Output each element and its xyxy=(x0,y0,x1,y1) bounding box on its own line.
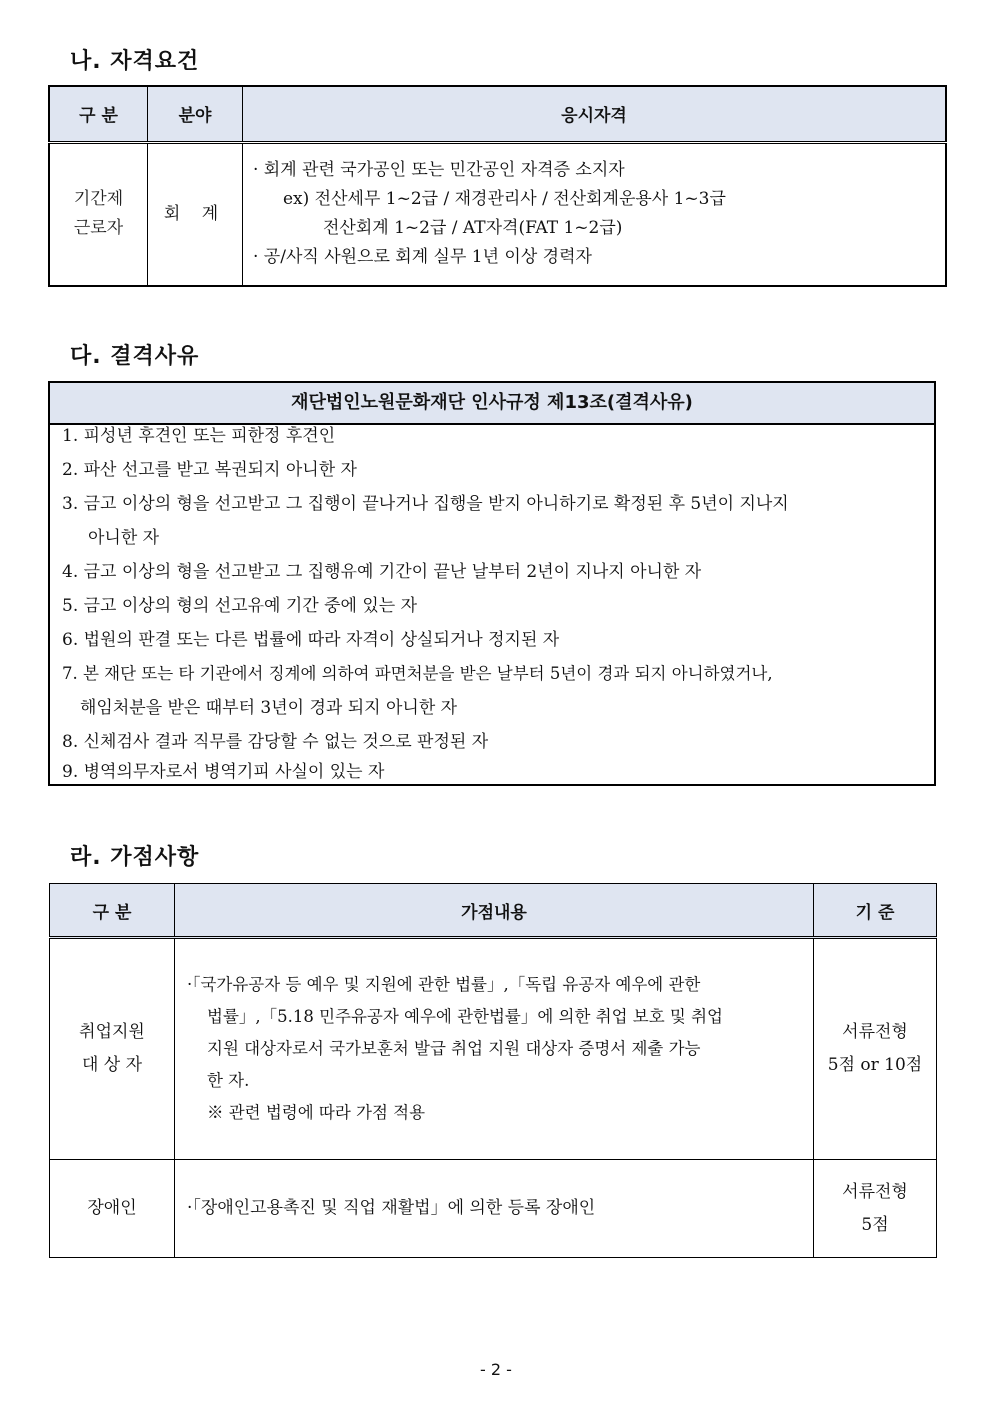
bonus-criteria xyxy=(814,938,937,1160)
page-number: - 2 - xyxy=(480,1360,512,1379)
qualification-table xyxy=(48,85,947,287)
disqualification-box xyxy=(48,381,936,786)
qualification-line: · 회계 관련 국가공인 또는 민간공인 자격증 소지자 xyxy=(253,160,625,181)
bonus-line: ·「국가유공자 등 예우 및 지원에 관한 법률」,「독립 유공자 예우에 관한 xyxy=(187,975,701,994)
bonus-note: ※ 관련 법령에 따라 가점 적용 xyxy=(207,1103,426,1122)
qualification-field: 회 계 xyxy=(148,142,243,286)
bonus-category: 장애인 xyxy=(50,1160,175,1258)
criteria-line: 서류전형 xyxy=(842,1022,908,1042)
bonus-content xyxy=(175,1160,814,1258)
criteria-line: 5점 or 10점 xyxy=(827,1055,923,1075)
col-header-category: 구 분 xyxy=(50,884,175,938)
section-title-bonus: 라. 가점사항 xyxy=(70,845,200,870)
bonus-line: 한 자. xyxy=(207,1071,250,1090)
bonus-line: ·「장애인고용촉진 및 직업 재활법」에 의한 등록 장애인 xyxy=(187,1198,596,1218)
bonus-criteria xyxy=(814,1160,937,1258)
bonus-line: 법률」,「5.18 민주유공자 예우에 관한법률」에 의한 취업 보호 및 취업 xyxy=(207,1007,723,1026)
qualification-line: 전산회계 1~2급 / AT자격(FAT 1~2급) xyxy=(323,218,623,239)
disqualification-item: 9. 병역의무자로서 병역기피 사실이 있는 자 xyxy=(62,762,385,782)
disqualification-item: 5. 금고 이상의 형의 선고유예 기간 중에 있는 자 xyxy=(62,596,418,616)
category-line: 근로자 xyxy=(73,218,124,239)
disqualification-item: 3. 금고 이상의 형을 선고받고 그 집행이 끝나거나 집행을 받지 아니하기로 확정된 후 5년이 지나지 xyxy=(62,494,789,514)
col-header-criteria: 기 준 xyxy=(814,884,937,938)
disqualification-header: 재단법인노원문화재단 인사규정 제13조(결격사유) xyxy=(50,383,934,425)
category-line: 취업지원 xyxy=(79,1022,145,1042)
criteria-line: 5점 xyxy=(861,1214,889,1235)
qualification-line: ex) 전산세무 1~2급 / 재경관리사 / 전산회계운용사 1~3급 xyxy=(283,189,726,210)
disqualification-item: 아니한 자 xyxy=(88,528,160,548)
disqualification-item: 7. 본 재단 또는 타 기관에서 징계에 의하여 파면처분을 받은 날부터 5년이 경과 되지 아니하였거나, xyxy=(62,664,773,683)
col-header-field: 분야 xyxy=(148,86,243,142)
col-header-qualification: 응시자격 xyxy=(243,86,947,142)
disqualification-item: 4. 금고 이상의 형을 선고받고 그 집행유예 기간이 끝난 날부터 2년이 지나지 아니한 자 xyxy=(62,562,702,582)
disqualification-item: 해임처분을 받은 때부터 3년이 경과 되지 아니한 자 xyxy=(80,698,458,718)
category-line: 대 상 자 xyxy=(81,1055,143,1075)
section-title-disqualification: 다. 결격사유 xyxy=(70,344,200,369)
bonus-line: 지원 대상자로서 국가보훈처 발급 취업 지원 대상자 증명서 제출 가능 xyxy=(207,1039,701,1058)
disqualification-item: 8. 신체검사 결과 직무를 감당할 수 없는 것으로 판정된 자 xyxy=(62,732,489,752)
section-title-qualification: 나. 자격요건 xyxy=(70,49,200,74)
disqualification-item: 2. 파산 선고를 받고 복권되지 아니한 자 xyxy=(62,460,357,480)
col-header-bonus-content: 가점내용 xyxy=(175,884,814,938)
category-line: 기간제 xyxy=(73,189,124,210)
col-header-category: 구 분 xyxy=(49,86,148,142)
bonus-content xyxy=(175,938,814,1160)
qualification-details xyxy=(243,142,947,286)
qualification-line: · 공/사직 사원으로 회계 실무 1년 이상 경력자 xyxy=(253,247,592,268)
disqualification-item: 6. 법원의 판결 또는 다른 법률에 따라 자격이 상실되거나 정지된 자 xyxy=(62,630,560,650)
disqualification-item: 1. 피성년 후견인 또는 피한정 후견인 xyxy=(62,426,336,446)
bonus-table xyxy=(49,883,937,1258)
bonus-category xyxy=(50,938,175,1160)
qualification-category xyxy=(49,142,148,286)
criteria-line: 서류전형 xyxy=(842,1181,908,1202)
